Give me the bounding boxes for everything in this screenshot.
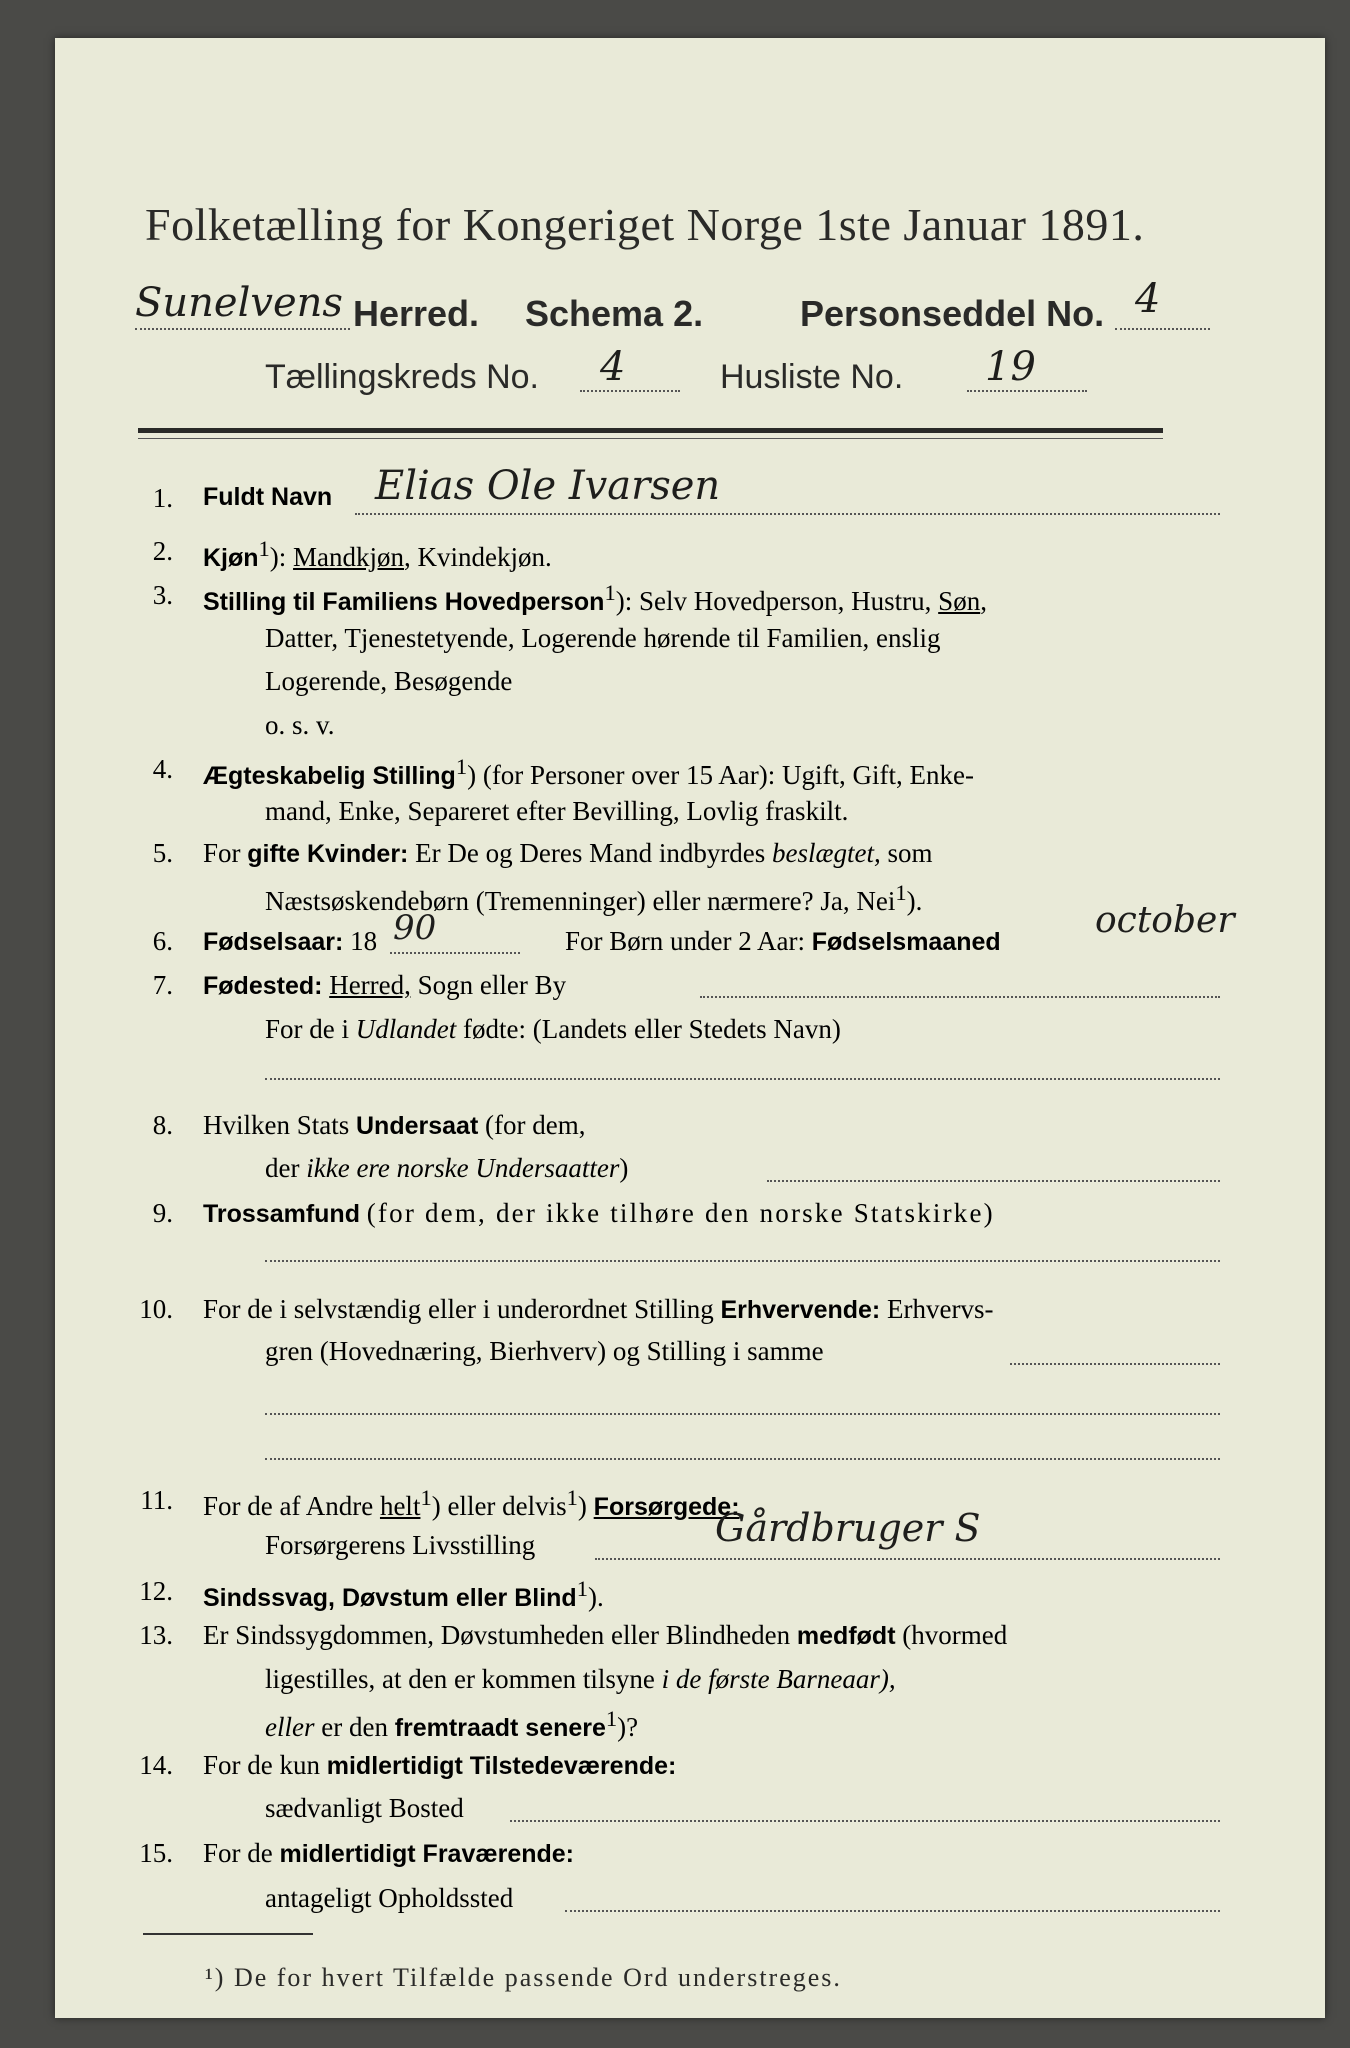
q10-dots (1010, 1363, 1220, 1365)
kreds-value: 4 (600, 344, 626, 390)
q15-dots (565, 1910, 1220, 1912)
herred-label: Herred. (353, 293, 480, 334)
herred-value: Sunelvens (135, 280, 343, 326)
q7-selected: Herred, (329, 970, 411, 1000)
herred-dots (135, 328, 350, 330)
q10-dots-3 (265, 1458, 1220, 1460)
footnote: ¹) De for hvert Tilfælde passende Ord understreges. (205, 1963, 842, 1992)
header-rule (138, 428, 1163, 433)
q7-dots (700, 996, 1220, 998)
personseddel-label: Personseddel No. (800, 293, 1105, 334)
q10-dots-2 (265, 1413, 1220, 1415)
personseddel-dots (1115, 328, 1210, 330)
husliste-label: Husliste No. (720, 358, 904, 396)
husliste-value: 19 (985, 344, 1036, 390)
q6-year-value: 90 (393, 908, 437, 948)
kreds-label: Tællingskreds No. (265, 358, 539, 396)
personseddel-value: 4 (1135, 276, 1161, 322)
q1-dots (355, 513, 1220, 515)
q1-label: Fuldt Navn (203, 483, 333, 511)
q1-value: Elias Ole Ivarsen (375, 463, 721, 509)
q9-dots (265, 1260, 1220, 1262)
q6-year-dots (390, 952, 520, 954)
q7-dots-2 (265, 1078, 1220, 1080)
q11-selected: helt (379, 1491, 421, 1521)
q3-selected: Søn (938, 586, 981, 616)
census-form: Folketælling for Kongeriget Norge 1ste Januar 1891. Sunelvens Herred. Schema 2. Personseddel No. 4 Tællingskreds No. 4 Husliste No. 19 1. Fuldt Navn Elias Ole Ivarsen 2. Kjøn$^1$): Mandkjøn, Kvindekjøn. 3. Stilling til Familiens Hovedperson$^1$): Selv Hovedperson, Hustru, Søn, Datter, Tjenestetyende, Logerende hørende til Familien, enslig Logerende, Besøgende o. s. v. 4. Ægteskabelig Stilling$^1$) (for Personer over 15 Aar): Ugift, Gift, Enke- mand, Enke, Separeret efter Bevilling, Lovlig fraskilt. 5. For gifte Kvinder: Er De og Deres Mand indbyrdes beslægtet, som Næstsøskendebørn (Tremenninger) eller nærmere? Ja, Nei$^1$). 6. Fødselsaar: 18 For Børn under 2 Aar: Fødselsmaaned 90 october 7. Fødested: Herred, Sogn eller By For de i Udlandet fødte: (Landets eller Stedets Navn) 8. Hvilken Stats Undersaat (for dem, der ikke ere norske Undersaatter) 9. Trossamfund (for dem, der ikke tilhøre den norske Statskirke) 10. For de i selvstændig eller i underordnet Stilling Erhvervende: Erhvervs- gren (Hovednæring, Bierhverv) og Stilling i samme 11. For de af Andre helt$^1$) eller delvis$^1$) Forsørgede: Forsørgerens Livsstilling Gårdbruger S 12. Sindssvag, Døvstum eller Blind$^1$). 13. Er Sindssygdommen, Døvstumheden eller Blindheden medfødt (hvormed ligestilles, at den er kommen tilsyne i de første Barneaar), eller er den fremtraadt senere$^1$)? 14. For de kun midlertidigt Tilstedeværende: sædvanligt Bosted 15. For de midlertidigt Fraværende: antageligt Opholdssted ¹) De for hvert Tilfælde passende Ord understreges. (55, 38, 1325, 2018)
q8-dots (767, 1180, 1220, 1182)
q14-dots (510, 1820, 1220, 1822)
q6-month-value: october (1095, 900, 1235, 941)
form-title: Folketælling for Kongeriget Norge 1ste Januar 1891. (145, 199, 1145, 250)
schema-label: Schema 2. (525, 293, 704, 334)
kreds-dots (580, 390, 680, 392)
q11-dots (595, 1558, 1220, 1560)
header-rule-thin (138, 438, 1163, 439)
husliste-dots (967, 390, 1087, 392)
q11-value: Gårdbruger S (715, 1506, 981, 1550)
q2-selected: Mandkjøn (293, 542, 405, 572)
footnote-rule (143, 1933, 313, 1935)
